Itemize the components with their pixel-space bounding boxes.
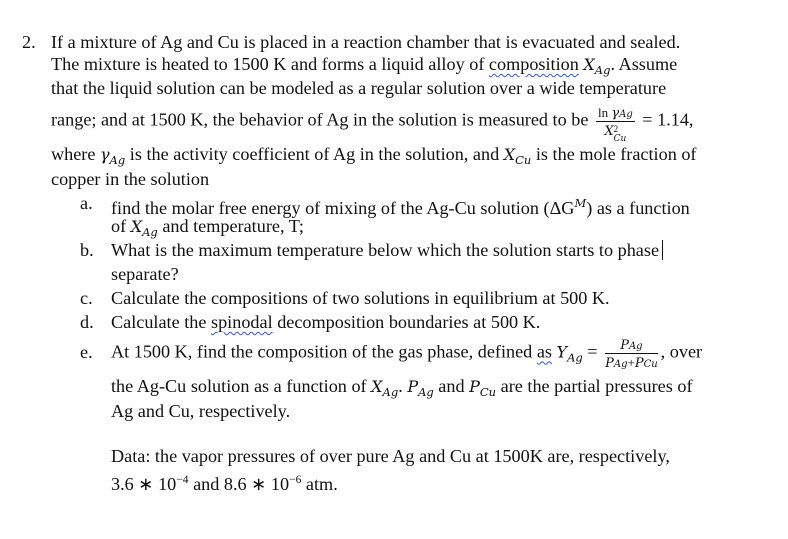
part-e-line: the Ag-Cu solution as a function of $X_{Ag}$. $P_{Ag}$ and $P_{Cu}$ are the partial pressures of <box>111 376 693 399</box>
question-line: If a mixture of Ag and Cu is placed in a reaction chamber that is evacuated and sealed. <box>51 32 681 52</box>
part-label: a. <box>80 193 93 213</box>
data-line: Data: the vapor pressures of over pure Ag and Cu at 1500K are, respectively, <box>111 446 670 466</box>
fraction-ln-gamma: ln γAg X 2 Cu <box>597 105 633 144</box>
part-a-line: find the molar free energy of mixing of the Ag-Cu solution $(\Delta G^M)$ as a function <box>111 196 690 218</box>
part-e-line: Ag and Cu, respectively. <box>111 401 291 421</box>
part-c-line: Calculate the compositions of two solutions in equilibrium at 500 K. <box>111 288 610 308</box>
data-line: 3.6 ∗ $10^{-4}$ and 8.6 ∗ $10^{-6}$ atm. <box>111 474 338 494</box>
part-label: d. <box>80 312 94 332</box>
question-line: where $\gamma_{Ag}$ is the activity coefficient of Ag in the solution, and $X_{Cu}$ is the mole fraction of <box>51 144 697 167</box>
spellcheck-word[interactable]: as <box>536 341 552 362</box>
part-e-line: At 1500 K, find the composition of the gas phase, defined as $Y_{Ag}$ = $\frac{\text{PAg}}{\text{PAg+PCu}}$ , over <box>111 338 703 371</box>
question-line: copper in the solution <box>51 169 210 189</box>
part-label: c. <box>80 288 93 308</box>
part-d-line: Calculate the spinodal decomposition boundaries at 500 K. <box>111 312 541 332</box>
question-line: range; and at 1500 K, the behavior of Ag in the solution is measured to be ln γAg X 2 Cu = 1.14, <box>51 105 694 144</box>
part-a-line: of $X_{Ag}$ and temperature, T; <box>111 216 304 239</box>
part-label: e. <box>80 342 93 362</box>
text-cursor <box>662 240 663 260</box>
part-b-line: What is the maximum temperature below which the solution starts to phase <box>111 239 663 261</box>
question-line: The mixture is heated to 1500 K and forms a liquid alloy of composition $X_{Ag}$. Assume <box>51 54 678 77</box>
spellcheck-word[interactable]: composition <box>488 54 579 74</box>
part-label: b. <box>80 240 94 260</box>
question-number: 2. <box>22 32 36 52</box>
part-b-line: separate? <box>111 264 179 284</box>
question-line: that the liquid solution can be modeled as a regular solution over a wide temperature <box>51 78 667 98</box>
fraction-y-ag: $\frac{\text{PAg}}{\text{PAg+PCu}}$ <box>605 338 658 371</box>
spellcheck-word[interactable]: spinodal <box>211 312 273 332</box>
